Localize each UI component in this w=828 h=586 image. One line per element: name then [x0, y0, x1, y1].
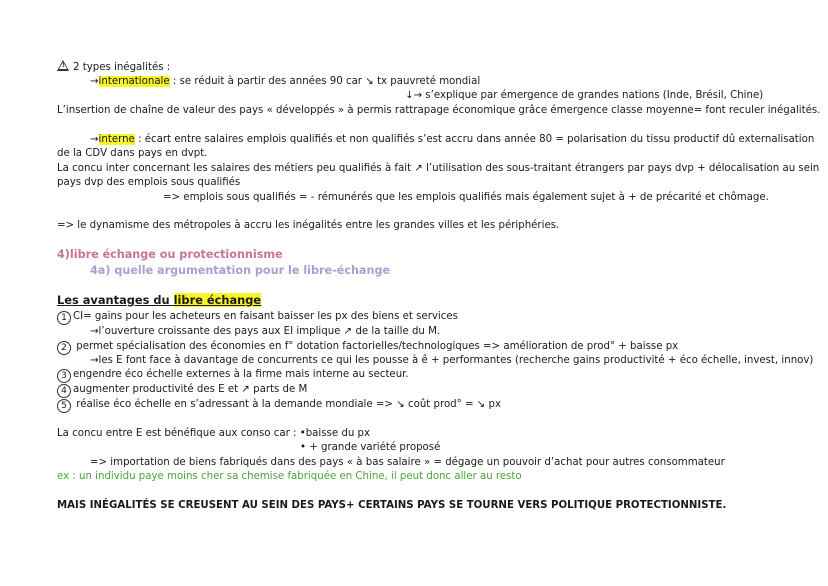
advantage-1-detail: →l’ouverture croissante des pays aux EI implique ↗ de la taille du M. — [90, 326, 441, 337]
line-emergence: ↓→ s’explique par émergence de grandes nations (Inde, Brésil, Chine) — [405, 90, 764, 101]
highlight-internationale: internationale — [98, 76, 170, 87]
circled-number: 4 — [57, 384, 71, 398]
circled-number: 1 — [57, 311, 71, 325]
arrow: → — [90, 134, 99, 145]
line-cdv: de la CDV dans pays en dvpt. — [57, 148, 208, 159]
advantage-5 — [57, 398, 501, 413]
advantage-1 — [57, 310, 458, 325]
example-line: ex : un individu paye moins cher sa chemise fabriquée en Chine, il peut donc aller au resto — [57, 471, 522, 482]
circled-number: 3 — [57, 369, 71, 383]
highlight-libre-echange: libre échange — [173, 293, 262, 307]
text: Les avantages du — [57, 293, 174, 307]
line-variete: • + grande variété proposé — [300, 442, 441, 453]
line-concu-inter: La concu inter concernant les salaires des métiers peu qualifiés à fait ↗ l’utilisation des sous-traitant étrangers par pays dvp + délocalisation au sein — [57, 163, 820, 174]
text: augmenter productivité des E et ↗ parts de M — [73, 384, 308, 395]
text: CI= gains pour les acheteurs en faisant baisser les px des biens et services — [73, 311, 458, 322]
avantages-heading — [57, 294, 261, 307]
subsection-heading: 4a) quelle argumentation pour le libre-échange — [90, 264, 391, 277]
text: réalise éco échelle en s’adressant à la demande mondiale => ↘ coût prod° = ↘ px — [73, 399, 502, 410]
text: permet spécialisation des économies en f° dotation factorielles/technologiques => amélioration de prod° + baisse px — [73, 341, 679, 352]
text: : se réduit à partir des années 90 car ↘ tx pauvreté mondial — [169, 76, 481, 87]
line-interne — [90, 133, 814, 146]
line-insertion: L’insertion de chaîne de valeur des pays « développés » à permis rattrapage économique grâce émergence classe moyenne= font reculer inégalités. — [57, 105, 821, 116]
advantage-2-detail: →les E font face à davantage de concurrents ce qui les pousse à ê + performantes (recherche gains productivité + éco échelle, invest, innov) — [90, 355, 814, 366]
text: : écart entre salaires emplois qualifiés et non qualifiés s’est accru dans année 80 = polarisation du tissu productif dû externalisation — [134, 134, 815, 145]
advantage-2 — [57, 340, 678, 355]
line-concu-e: La concu entre E est bénéfique aux conso car : •baisse du px — [57, 428, 371, 439]
text: 2 types inégalités : — [73, 62, 171, 73]
text: engendre éco échelle externes à la firme mais interne au secteur. — [73, 369, 409, 380]
advantage-3 — [57, 368, 409, 383]
highlight-interne: interne — [98, 134, 135, 145]
conclusion-line: MAIS INÉGALITÉS SE CREUSENT AU SEIN DES PAYS+ CERTAINS PAYS SE TOURNE VERS POLITIQUE PROTECTIONNISTE. — [57, 500, 727, 511]
section-heading: 4)libre échange ou protectionnisme — [57, 248, 283, 261]
line-pays-dvp: pays dvp des emplois sous qualifiés — [57, 177, 241, 188]
circled-number: 5 — [57, 399, 71, 413]
line-types — [57, 60, 170, 74]
circled-number: 2 — [57, 341, 71, 355]
line-importation: => importation de biens fabriqués dans des pays « à bas salaire » = dégage un pouvoir d’achat pour autres consommateur — [90, 457, 725, 468]
arrow: → — [90, 76, 99, 87]
line-emplois: => emplois sous qualifiés = - rémunérés que les emplois qualifiés mais également sujet à + de précarité et chômage. — [163, 192, 769, 203]
line-internationale — [90, 75, 480, 88]
warning-icon: ! — [57, 60, 69, 71]
line-metropoles: => le dynamisme des métropoles à accru les inégalités entre les grandes villes et les périphéries. — [57, 220, 560, 231]
advantage-4 — [57, 383, 307, 398]
